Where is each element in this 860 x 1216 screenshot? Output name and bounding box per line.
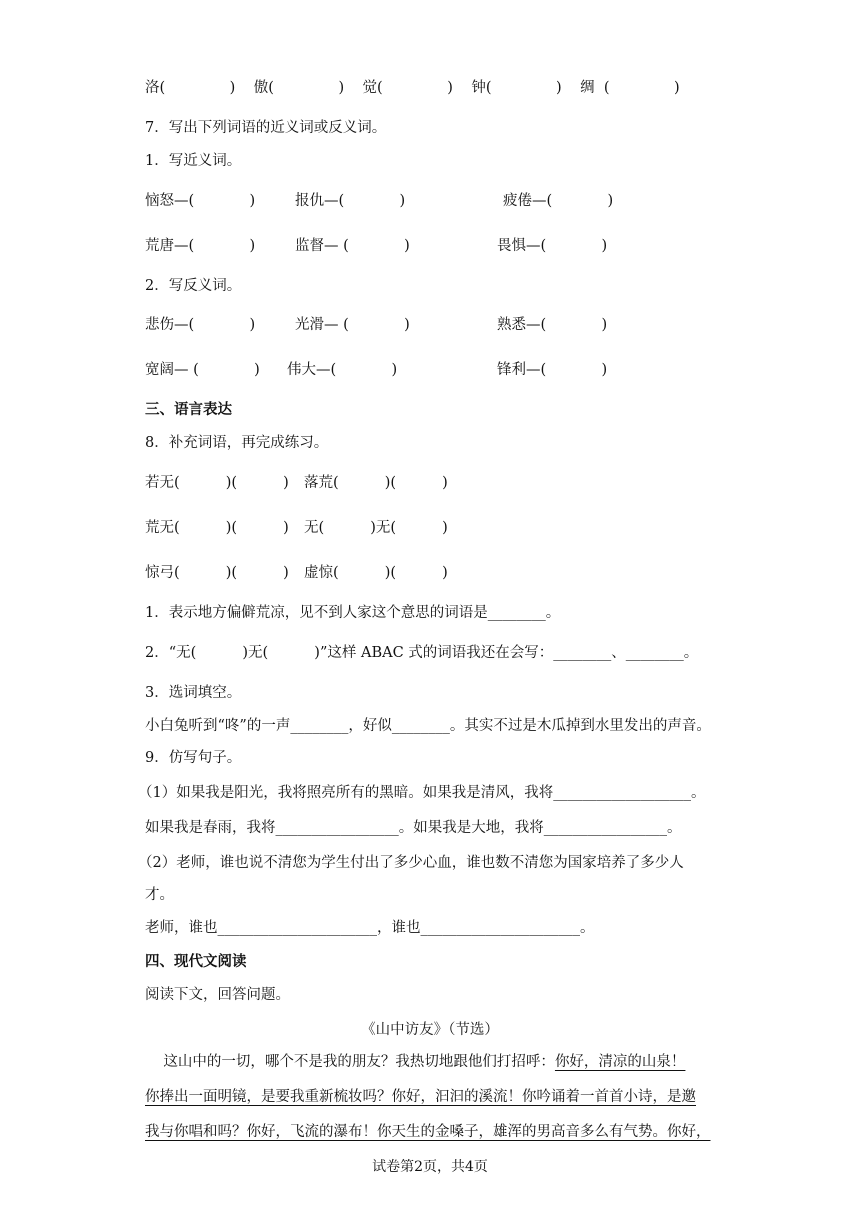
q8-sub-3: 3．选词填空。 xyxy=(145,685,242,701)
q9-part-1: （1）如果我是阳光，我将照亮所有的黑暗。如果我是清风，我将___________________。 xyxy=(138,785,706,801)
antonym-6: 锋利—( ) xyxy=(497,362,608,378)
synonym-3: 疲倦—( ) xyxy=(503,193,614,209)
q9-part-2-cont: 才。 xyxy=(145,887,174,903)
idiom-4: 无( )无( ) xyxy=(304,520,448,536)
idiom-5: 惊弓( )( ) xyxy=(145,565,289,581)
reading-instruction: 阅读下文，回答问题。 xyxy=(145,987,290,1003)
antonym-heading: 2．写反义词。 xyxy=(145,278,242,294)
char-blank-row: 洛( ) 傲( ) 觉( ) 钟( ) 绸 ( ) xyxy=(145,80,680,96)
q8-sub-2: 2．“无( )无( )”这样 ABAC 式的词语我还在会写：________、________。 xyxy=(145,645,699,661)
idiom-6: 虚惊( )( ) xyxy=(304,565,448,581)
synonym-2: 报仇—( ) xyxy=(295,193,406,209)
synonym-heading: 1．写近义词。 xyxy=(145,153,242,169)
antonym-5: 伟大—( ) xyxy=(287,362,398,378)
passage-title: 《山中访友》（节选） xyxy=(361,1022,499,1038)
q8-sub-1: 1．表示地方偏僻荒凉，见不到人家这个意思的词语是________。 xyxy=(145,605,561,621)
synonym-4: 荒唐—( ) xyxy=(145,238,256,254)
q9-part-2: （2）老师，谁也说不清您为学生付出了多少心血，谁也数不清您为国家培养了多少人 xyxy=(138,855,684,871)
question-9: 9．仿写句子。 xyxy=(145,750,242,766)
q9-part-2-answer: 老师，谁也______________________，谁也______________________。 xyxy=(145,920,595,936)
passage-line-2: 你捧出一面明镜，是要我重新梳妆吗？你好，汩汩的溪流！你吟诵着一首首小诗，是邀 xyxy=(145,1089,696,1105)
antonym-2: 光滑— ( ) xyxy=(295,317,410,333)
synonym-6: 畏惧—( ) xyxy=(497,238,608,254)
idiom-2: 落荒( )( ) xyxy=(304,475,448,491)
q8-sub-3-text: 小白兔听到“咚”的一声________，好似________。其实不过是木瓜掉到水里发出的声音。 xyxy=(145,718,711,734)
passage-line-3: 我与你唱和吗？你好，飞流的瀑布！你天生的金嗓子，雄浑的男高音多么有气势。你好， xyxy=(145,1124,711,1140)
antonym-3: 熟悉—( ) xyxy=(497,317,608,333)
passage-line-1-start: 这山中的一切，哪个不是我的朋友？我热切地跟他们打招呼： xyxy=(145,1054,555,1070)
section-3-heading: 三、语言表达 xyxy=(145,401,232,418)
idiom-1: 若无( )( ) xyxy=(145,475,289,491)
question-8: 8．补充词语，再完成练习。 xyxy=(145,435,329,451)
q9-part-1-cont: 如果我是春雨，我将_________________。如果我是大地，我将_________________。 xyxy=(145,820,682,836)
section-4-heading: 四、现代文阅读 xyxy=(145,953,247,970)
idiom-3: 荒无( )( ) xyxy=(145,520,289,536)
underlined-text: 你好，清凉的山泉！ xyxy=(554,1054,686,1070)
synonym-1: 恼怒—( ) xyxy=(145,193,256,209)
question-7: 7．写出下列词语的近义词或反义词。 xyxy=(145,120,387,136)
passage-line-1 xyxy=(145,1052,685,1072)
antonym-1: 悲伤—( ) xyxy=(145,317,256,333)
page-footer: 试卷第2页，共4页 xyxy=(372,1159,488,1175)
antonym-4: 宽阔— ( ) xyxy=(145,362,260,378)
synonym-5: 监督— ( ) xyxy=(295,238,410,254)
